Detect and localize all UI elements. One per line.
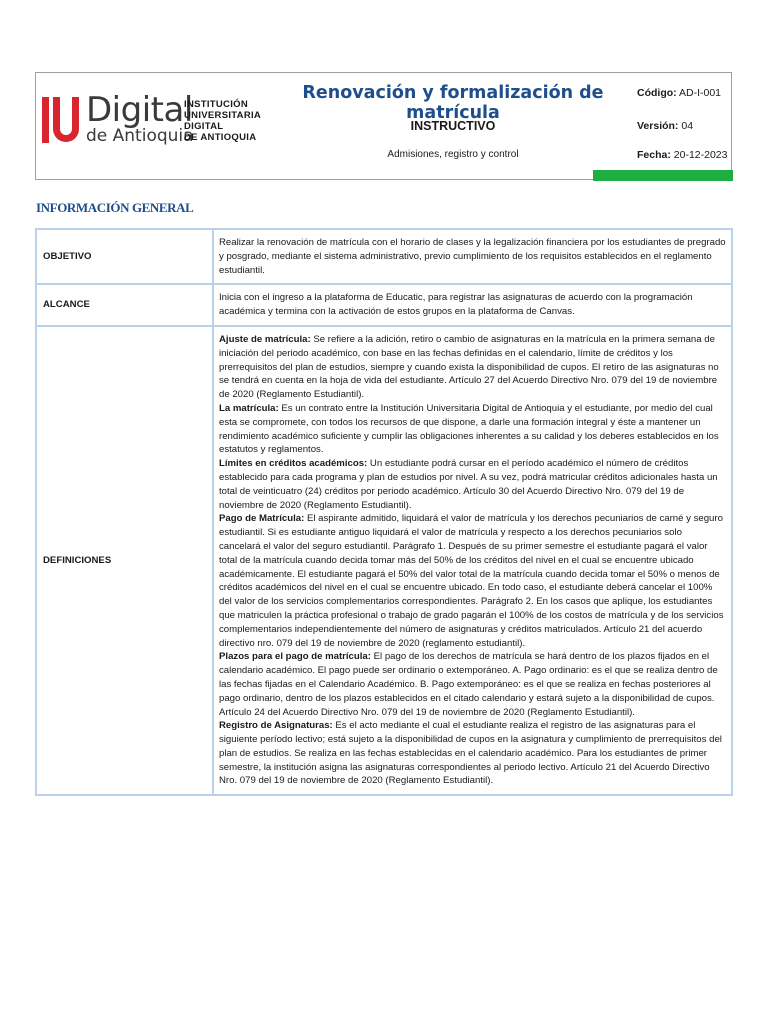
definition-item: Ajuste de matrícula: Se refiere a la adición, retiro o cambio de asignaturas en la matrícula en la primera semana de iniciación del periodo académico, con base en las fechas definidas en el calendario, límite de créditos y los prerrequisitos del plan de estudios, siempre y cuando exista la disponibilidad de cupos. El retiro de las asignaturas no se tendrá en cuenta en la hoja de vida del estudiante. Artículo 27 del Acuerdo Directivo Nro. 079 del 19 de noviembre de 2020 (Reglamento Estudiantil). xyxy=(219,333,719,401)
date-field xyxy=(637,149,727,161)
green-accent-bar xyxy=(593,170,733,181)
document-title: Renovación y formalización de matrícula xyxy=(302,83,604,123)
code-value: AD-I-001 xyxy=(679,87,722,99)
table-row-alcance xyxy=(36,284,732,326)
code-field xyxy=(637,87,721,99)
version-field xyxy=(637,120,693,132)
code-label: Código: xyxy=(637,87,677,99)
general-info-table xyxy=(35,228,733,796)
document-header xyxy=(35,72,732,180)
definition-item: Límites en créditos académicos: Un estudiante podrá cursar en el período académico el número de créditos establecido para cada programa y plan de estudios por nivel. A su vez, podrá matricular créditos adicionales hasta un total de veinticuatro (24) créditos por periodo académico. Artículo 30 del Acuerdo Directivo Nro. 079 del 19 de noviembre de 2020 (Reglamento Estudiantil). xyxy=(219,458,718,511)
date-label: Fecha: xyxy=(637,149,671,161)
iu-digital-logo xyxy=(40,90,262,153)
table-row-definiciones xyxy=(36,326,732,795)
document-type: INSTRUCTIVO xyxy=(410,119,496,133)
version-label: Versión: xyxy=(637,120,679,132)
date-value: 20-12-2023 xyxy=(673,149,728,161)
iu-logo-mark-icon xyxy=(40,93,84,149)
definition-item: La matrícula: Es un contrato entre la Institución Universitaria Digital de Antioquia y el estudiante, por medio del cual esta se compromete, con todos los recursos de que dispone, a darle una formación integral y éste a mantener un rendimiento académico suficiente y cumplir las obligaciones inherentes a su calidad y los deberes establecidos en los estatutos y reglamentos. xyxy=(219,402,719,456)
definition-item: Registro de Asignaturas: Es el acto mediante el cual el estudiante realiza el registro de las asignaturas para el siguiente período lectivo; está sujeto a la disponibilidad de cupos en la asignatura y cumplimiento de prerrequisitos del plan de estudios. Se realiza en las fechas establecidas en el calendario académico. Para los estudiantes de primer semestre, la institución asigna las asignaturas correspondientes al periodo lectivo. Artículo 21 del Acuerdo Directivo Nro. 079 del 19 de noviembre de 2020 (Reglamento Estudiantil). xyxy=(219,720,722,787)
logo-antioquia-text: de Antioquia xyxy=(86,126,194,146)
objetivo-label: OBJETIVO xyxy=(36,229,213,284)
alcance-label: ALCANCE xyxy=(36,284,213,326)
logo-digital-text: Digital xyxy=(86,90,193,130)
definition-item: Pago de Matrícula: El aspirante admitido, liquidará el valor de matrícula y los derechos pecuniarios de carné y seguro estudiantil. Si es estudiante antiguo liquidará el valor de matrícula y respecto a los derechos pecuniarios solo cancelará el valor del seguro estudiantil. Parágrafo 1. Después de su primer semestre el estudiante pagará el valor total de la matrícula cuando decida tomar más del 50% de los créditos del nivel en el cual se encuentre ubicado académicamente. El estudiante pagará el 50% del valor total de la matrícula cuando decida tomar el 50% o menos de créditos académicos del nivel en el cual se encuentre ubicado. En todo caso, el estudiante deberá cancelar el 100% del valor de los servicios complementarios correspondientes. Parágrafo 2. En los casos que aplique, los estudiantes que matriculen la práctica profesional o trabajo de grado pagarán el 100% de los costos de matrícula y de los servicios complementarios independientemente del número de asignaturas y créditos matriculados. Artículo 21 del acuerdo directivo nro. 079 del 19 de noviembre de 2020 (reglamento estudiantil). xyxy=(219,513,724,649)
alcance-text: Inicia con el ingreso a la plataforma de Educatic, para registrar las asignaturas de acuerdo con la programación académica y termina con la activación de estos grupos en la plataforma de Canvas. xyxy=(213,284,732,326)
definiciones-label: DEFINICIONES xyxy=(36,326,213,795)
definiciones-text xyxy=(213,326,732,795)
table-row-objetivo xyxy=(36,229,732,284)
version-value: 04 xyxy=(681,120,694,132)
section-title: INFORMACIÓN GENERAL xyxy=(36,200,194,215)
logo-institution-text: INSTITUCIÓN UNIVERSITARIA DIGITAL DE ANTIOQUIA xyxy=(184,99,262,143)
objetivo-text: Realizar la renovación de matrícula con el horario de clases y la legalización financiera por los estudiantes de pregrado y posgrado, mediante el sistema administrativo, previo cumplimiento de los requisitos establecidos en el reglamento estudiantil. xyxy=(213,229,732,284)
document-area: Admisiones, registro y control xyxy=(387,149,519,160)
definition-item: Plazos para el pago de matrícula: El pago de los derechos de matrícula se hará dentro de los plazos fijados en el calendario académico. El pago puede ser ordinario o extemporáneo. A. Pago ordinario: es el que se realiza dentro de las fechas fijadas en el Calendario Académico. B. Pago extemporáneo: es el que se realiza en fechas posteriores al pago ordinario, dentro de los plazos establecidos en el citado calendario y estará sujeto a la disponibilidad de cupos. Artículo 24 del Acuerdo Directivo Nro. 079 del 19 de noviembre de 2020 (Reglamento Estudiantil). xyxy=(219,651,718,718)
